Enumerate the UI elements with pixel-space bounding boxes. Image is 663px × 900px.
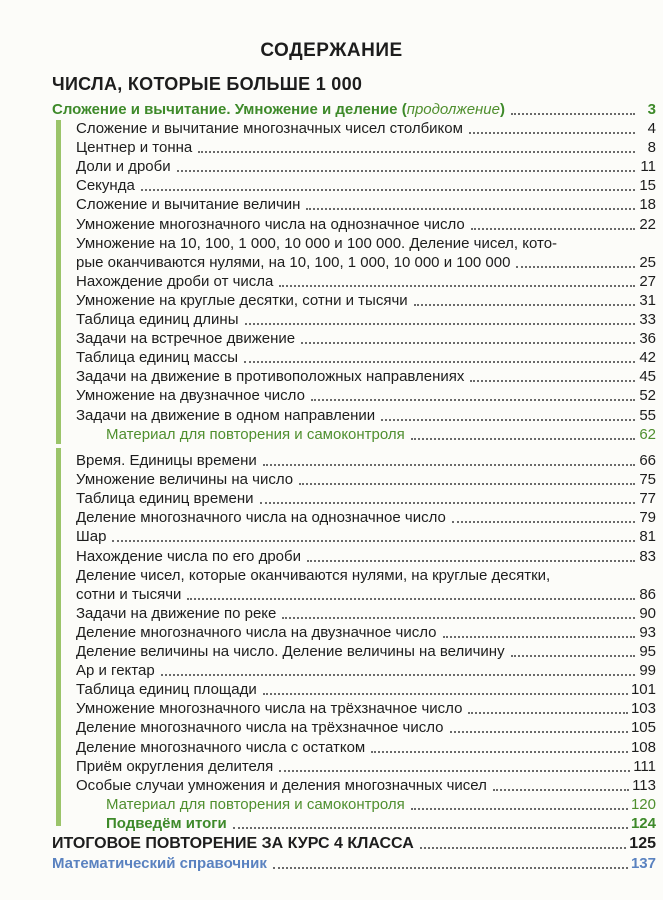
leader-dots (411, 808, 628, 810)
toc-entry[interactable] (76, 623, 656, 642)
toc-entry[interactable] (106, 814, 656, 833)
section-bar-1 (56, 120, 61, 444)
toc-entry[interactable] (76, 272, 656, 291)
toc-entry-title: Деление многозначного числа с остатком (76, 738, 366, 756)
leader-dots (516, 266, 635, 268)
toc-entry-title: Доли и дроби (76, 158, 171, 176)
page-number: 31 (639, 291, 656, 309)
toc-entry[interactable] (76, 176, 656, 195)
toc-entry[interactable] (76, 604, 656, 623)
toc-entry-title: Умножение величины на число (76, 471, 294, 489)
toc-entry-title: Секунда (76, 177, 135, 195)
page-number: 120 (630, 795, 656, 813)
toc-entry-title: Умножение на круглые десятки, сотни и тысячи (76, 291, 408, 309)
toc-entry[interactable] (76, 489, 656, 508)
leader-dots (279, 770, 630, 772)
toc-entry[interactable] (76, 451, 656, 470)
page-number: 25 (639, 253, 656, 271)
toc-entry[interactable] (76, 310, 656, 329)
toc-entry-title: Умножение многозначного числа на трёхзначное число (76, 700, 463, 718)
toc-entry-title: Умножение на двузначное число (76, 387, 305, 405)
toc-entry-title: Материал для повторения и самоконтроля (106, 795, 405, 813)
toc-entry-title: Таблица единиц площади (76, 681, 257, 699)
toc-entry[interactable] (76, 386, 656, 405)
leader-dots (471, 228, 635, 230)
page-number: 33 (639, 311, 656, 328)
toc-entry[interactable] (76, 157, 656, 176)
toc-entry-title-line[interactable]: Умножение на 10, 100, 1 000, 10 000 и 100 000. Деление чисел, кото- (76, 234, 558, 252)
page-number: 66 (639, 452, 656, 469)
toc-entry[interactable] (76, 367, 656, 386)
toc-entry-title: Нахождение дроби от числа (76, 272, 274, 290)
toc-entry[interactable] (76, 718, 656, 737)
page-number: 22 (639, 215, 656, 233)
leader-dots (511, 655, 635, 657)
toc-entry-title: ИТОГОВОЕ ПОВТОРЕНИЕ ЗА КУРС 4 КЛАССА (52, 835, 414, 852)
toc-entry[interactable] (76, 757, 656, 776)
section-heading: ЧИСЛА, КОТОРЫЕ БОЛЬШЕ 1 000 (52, 74, 363, 94)
page-number: 90 (639, 604, 656, 622)
toc-entry[interactable] (76, 738, 656, 757)
toc-entry[interactable] (52, 854, 656, 873)
toc-entry-title: Особые случаи умножения и деления многозначных чисел (76, 776, 487, 794)
leader-dots (306, 208, 635, 210)
page-number: 86 (639, 585, 656, 603)
page-number: 77 (639, 490, 656, 508)
toc-entry[interactable] (76, 119, 656, 138)
toc-entry-title: Сложение и вычитание многозначных чисел столбиком (76, 120, 463, 137)
page-number: 52 (639, 387, 656, 405)
leader-dots (371, 751, 628, 753)
leader-dots (301, 342, 635, 344)
page-number: 83 (639, 547, 656, 565)
leader-dots (470, 380, 635, 382)
leader-dots (244, 361, 635, 363)
toc-entry-title: сотни и тысячи (76, 585, 182, 603)
page-number: 113 (632, 776, 656, 794)
toc-entry[interactable] (76, 547, 656, 566)
leader-dots (279, 285, 635, 287)
toc-entry[interactable] (76, 291, 656, 310)
toc-entry[interactable] (76, 585, 656, 604)
leader-dots (177, 170, 635, 172)
part-heading-italic: продолжение (406, 101, 500, 118)
toc-entry-title: Деление многозначного числа на двузначное число (76, 623, 437, 641)
toc-entry-title: Материал для повторения и самоконтроля (106, 425, 405, 443)
page-number: 99 (639, 662, 656, 680)
page-number: 27 (639, 272, 656, 290)
page-number: 11 (640, 158, 656, 176)
toc-entry-title: Приём округления делителя (76, 757, 274, 775)
toc-entry-title: Деление многозначного числа на однозначное число (76, 509, 446, 527)
toc-entry[interactable] (76, 253, 656, 272)
page-number: 75 (639, 471, 656, 489)
toc-entry-title: Центнер и тонна (76, 139, 193, 157)
toc-entry-title: Подведём итоги (106, 814, 227, 832)
leader-dots (260, 502, 635, 504)
toc-entry-title: Нахождение числа по его дроби (76, 547, 301, 565)
toc-entry-title-line[interactable]: Деление чисел, которые оканчиваются нулями, на круглые десятки, (76, 566, 551, 584)
leader-dots (233, 827, 628, 829)
page-number: 42 (639, 349, 656, 367)
page-number: 62 (639, 425, 656, 443)
toc-entry[interactable] (76, 661, 656, 680)
toc-entry[interactable] (106, 425, 656, 444)
leader-dots (307, 560, 635, 562)
toc-entry-title: рые оканчиваются нулями, на 10, 100, 1 000, 10 000 и 100 000 (76, 253, 511, 271)
page-number: 111 (633, 757, 656, 775)
page-number: 3 (647, 101, 656, 118)
page-number: 4 (647, 120, 656, 137)
toc-entry-title: Таблица единиц длины (76, 311, 239, 328)
leader-dots (282, 617, 635, 619)
page-number: 103 (630, 700, 656, 718)
leader-dots (468, 712, 628, 714)
toc-entry-title: Умножение многозначного числа на однозначное число (76, 215, 465, 233)
toc-entry[interactable] (76, 776, 656, 795)
toc-entry[interactable] (76, 699, 656, 718)
toc-entry[interactable] (76, 406, 656, 425)
page-number: 108 (630, 738, 656, 756)
page-number: 45 (639, 368, 656, 386)
leader-dots (112, 540, 635, 542)
section-bar-2 (56, 448, 61, 826)
leader-dots (450, 731, 628, 733)
toc-entry[interactable] (106, 795, 656, 814)
toc-entry[interactable] (76, 138, 656, 157)
toc-entry[interactable] (76, 642, 656, 661)
page-number: 81 (639, 528, 656, 546)
toc-entry-title: Деление многозначного числа на трёхзначное число (76, 719, 444, 737)
toc-entry[interactable] (76, 195, 656, 214)
page-number: 79 (639, 509, 656, 527)
toc-entry-title: Задачи на встречное движение (76, 330, 296, 348)
leader-dots (511, 113, 635, 115)
toc-entry-title: Время. Единицы времени (76, 452, 257, 469)
toc-entry[interactable] (52, 834, 656, 853)
page-number: 125 (629, 835, 656, 852)
page-number: 15 (639, 177, 656, 195)
toc-entry[interactable] (76, 680, 656, 699)
toc-entry[interactable] (76, 470, 656, 489)
toc-entry-title: Задачи на движение в одном направлении (76, 406, 376, 424)
leader-dots (299, 483, 635, 485)
page-number: 55 (639, 406, 656, 424)
toc-entry-title: Сложение и вычитание величин (76, 196, 301, 214)
leader-dots (187, 598, 635, 600)
page-number: 18 (639, 196, 656, 214)
leader-dots (263, 464, 635, 466)
leader-dots (161, 674, 635, 676)
toc-entry[interactable] (76, 508, 656, 527)
page-number: 8 (647, 139, 656, 157)
leader-dots (273, 867, 628, 869)
part-heading-text: Сложение и вычитание. Умножение и деление ( (52, 101, 407, 118)
leader-dots (311, 399, 635, 401)
leader-dots (411, 438, 635, 440)
toc-entry-title: Таблица единиц массы (76, 349, 238, 367)
page-title: СОДЕРЖАНИЕ (260, 40, 403, 61)
toc-entry[interactable] (76, 329, 656, 348)
toc-entry-title: Таблица единиц времени (76, 490, 254, 508)
page-number: 101 (630, 681, 656, 699)
part-heading-close: ) (500, 101, 505, 118)
toc-entry-title: Задачи на движение в противоположных направлениях (76, 368, 465, 386)
page-number: 105 (630, 719, 656, 737)
toc-entry[interactable] (76, 348, 656, 367)
toc-entry-title: Задачи на движение по реке (76, 604, 277, 622)
leader-dots (414, 304, 635, 306)
leader-dots (443, 636, 635, 638)
toc-entry-title: Математический справочник (52, 855, 267, 873)
page-number: 93 (639, 623, 656, 641)
leader-dots (469, 132, 635, 134)
toc-entry-title: Шар (76, 528, 107, 546)
toc-entry[interactable] (76, 527, 656, 546)
leader-dots (245, 323, 636, 325)
toc-entry-title: Ар и гектар (76, 662, 155, 680)
page-number: 95 (639, 643, 656, 660)
page-number: 36 (639, 330, 656, 348)
leader-dots (452, 521, 635, 523)
page-number: 137 (630, 855, 656, 873)
leader-dots (420, 847, 627, 849)
leader-dots (381, 419, 635, 421)
toc-entry[interactable] (76, 215, 656, 234)
leader-dots (263, 693, 628, 695)
leader-dots (493, 789, 629, 791)
leader-dots (141, 189, 635, 191)
page-number: 124 (630, 814, 656, 832)
toc-entry-title: Деление величины на число. Деление величины на величину (76, 643, 505, 660)
toc-entry-part[interactable] (52, 100, 656, 119)
leader-dots (198, 151, 635, 153)
